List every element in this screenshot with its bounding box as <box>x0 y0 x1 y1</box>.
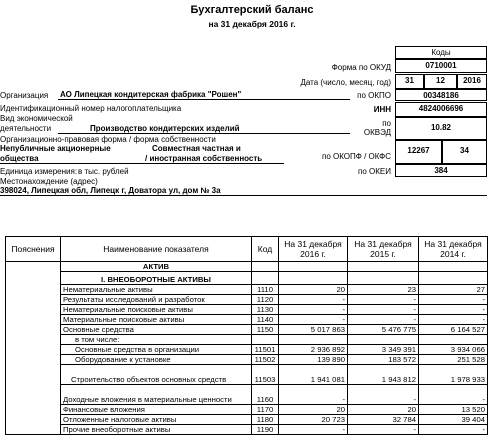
table-row <box>6 345 488 355</box>
ownership-form-2: / иностранная собственность <box>145 154 263 163</box>
date-month: 12 <box>424 74 457 89</box>
address-label: Местонахождение (адрес) <box>0 177 98 186</box>
col-code: Код <box>252 237 279 262</box>
org-name: АО Липецкая кондитерская фабрика "Рошен" <box>60 90 242 99</box>
row-code: 11501 <box>252 345 279 355</box>
row-value-2014: - <box>419 425 488 435</box>
row-value-2015: 3 349 391 <box>348 345 419 355</box>
inn-code: 4824006696 <box>395 102 487 117</box>
date-label: Дата (число, месяц, год) <box>300 78 391 87</box>
row-value-2016: - <box>279 425 348 435</box>
table-row <box>6 355 488 365</box>
table-row <box>6 305 488 315</box>
row-name: Результаты исследований и разработок <box>61 295 252 305</box>
row-code: 1140 <box>252 315 279 325</box>
row-value-2014: - <box>419 305 488 315</box>
org-label: Организация <box>0 91 49 100</box>
col-2014: На 31 декабря 2014 г. <box>419 237 488 262</box>
unit-value: в тыс. рублей <box>78 167 129 176</box>
col-name: Наименование показателя <box>61 237 252 262</box>
row-name: Доходные вложения в материальные ценности <box>61 385 252 405</box>
row-value-2014: 13 520 <box>419 405 488 415</box>
row-code: 1150 <box>252 325 279 335</box>
okud-code: 0710001 <box>395 59 487 73</box>
row-value-2014: 27 <box>419 285 488 295</box>
table-row <box>6 285 488 295</box>
table-row <box>6 325 488 335</box>
okud-label: Форма по ОКУД <box>331 63 391 72</box>
row-code: 1190 <box>252 425 279 435</box>
row-name: Основные средства в организации <box>61 345 252 355</box>
row-value-2016: 20 <box>279 405 348 415</box>
balance-table <box>5 236 488 435</box>
row-value-2016: 139 890 <box>279 355 348 365</box>
table-row <box>6 405 488 415</box>
row-code: 1180 <box>252 415 279 425</box>
row-code: 11503 <box>252 365 279 385</box>
row-code: 1120 <box>252 295 279 305</box>
unit-label: Единица измерения: <box>0 167 78 176</box>
row-value-2016: - <box>279 305 348 315</box>
row-value-2015 <box>348 335 419 345</box>
row-value-2016: 2 936 892 <box>279 345 348 355</box>
codes-header: Коды <box>395 46 487 59</box>
row-value-2014: 251 528 <box>419 355 488 365</box>
table-row <box>6 385 488 405</box>
row-value-2014: 6 164 527 <box>419 325 488 335</box>
report-date: на 31 декабря 2016 г. <box>208 19 296 29</box>
row-value-2014 <box>419 335 488 345</box>
okpo-label: по ОКПО <box>357 91 391 100</box>
row-value-2014: 39 404 <box>419 415 488 425</box>
row-value-2014: - <box>419 315 488 325</box>
row-value-2015: - <box>348 425 419 435</box>
row-value-2016: - <box>279 385 348 405</box>
row-value-2014: 3 934 066 <box>419 345 488 355</box>
legal-form-1: Непубличные акционерные <box>0 144 111 153</box>
row-code: 1160 <box>252 385 279 405</box>
row-value-2015: 183 572 <box>348 355 419 365</box>
row-value-2015: 1 943 812 <box>348 365 419 385</box>
row-value-2014: - <box>419 385 488 405</box>
row-name: Финансовые вложения <box>61 405 252 415</box>
table-row <box>6 315 488 325</box>
col-2015: На 31 декабря 2015 г. <box>348 237 419 262</box>
row-value-2014: - <box>419 295 488 305</box>
okei-label: по ОКЕИ <box>358 167 391 176</box>
col-notes: Пояснения <box>6 237 61 262</box>
okpo-code: 00348186 <box>395 89 487 101</box>
form-label: Организационно-правовая форма / форма собственности <box>0 135 216 144</box>
row-code: 1170 <box>252 405 279 415</box>
row-value-2016: 1 941 081 <box>279 365 348 385</box>
table-row <box>6 365 488 385</box>
row-code: 1110 <box>252 285 279 295</box>
legal-form-2: общества <box>0 154 39 163</box>
section-noncurrent: I. ВНЕОБОРОТНЫЕ АКТИВЫ <box>61 272 252 285</box>
row-value-2015: 32 784 <box>348 415 419 425</box>
row-code: 1130 <box>252 305 279 315</box>
activity-label-1: Вид экономической <box>0 114 73 123</box>
row-value-2015: 5 476 775 <box>348 325 419 335</box>
row-value-2014: 1 978 933 <box>419 365 488 385</box>
date-year: 2016 <box>457 74 487 89</box>
okopf-code: 12267 <box>395 140 442 164</box>
table-row <box>6 425 488 435</box>
row-name: Отложенные налоговые активы <box>61 415 252 425</box>
row-value-2016: 20 723 <box>279 415 348 425</box>
row-value-2015: 23 <box>348 285 419 295</box>
row-value-2015: - <box>348 305 419 315</box>
row-name: Строительство объектов основных средств <box>61 365 252 385</box>
row-value-2015: - <box>348 315 419 325</box>
okfs-code: 34 <box>442 140 487 164</box>
row-code: 11502 <box>252 355 279 365</box>
row-name: Материальные поисковые активы <box>61 315 252 325</box>
okei-code: 384 <box>395 164 487 177</box>
row-value-2016: - <box>279 295 348 305</box>
section-assets: АКТИВ <box>61 262 252 272</box>
okved-label-1: по <box>382 119 391 128</box>
activity-label-2: деятельности <box>0 124 52 133</box>
row-value-2015: - <box>348 385 419 405</box>
row-name: в том числе: <box>61 335 252 345</box>
row-name: Нематериальные поисковые активы <box>61 305 252 315</box>
row-name: Основные средства <box>61 325 252 335</box>
okved-code: 10.82 <box>395 117 487 140</box>
row-code <box>252 335 279 345</box>
notes-cell <box>6 262 61 435</box>
table-row <box>6 415 488 425</box>
inn-code-label: ИНН <box>373 105 391 114</box>
row-name: Нематериальные активы <box>61 285 252 295</box>
activity-value: Производство кондитерских изделий <box>90 124 240 133</box>
document-title: Бухгалтерский баланс <box>190 4 314 16</box>
row-value-2016: 5 017 863 <box>279 325 348 335</box>
okopf-label: по ОКОПФ / ОКФС <box>322 152 391 161</box>
row-value-2016: 20 <box>279 285 348 295</box>
ownership-form-1: Совместная частная и <box>152 144 241 153</box>
okved-label-2: ОКВЭД <box>363 128 391 137</box>
row-name: Прочие внеоборотные активы <box>61 425 252 435</box>
row-value-2016: - <box>279 315 348 325</box>
table-row <box>6 335 488 345</box>
address-value: 398024, Липецкая обл, Липецк г, Доватора ул, дом № 3а <box>0 186 221 195</box>
date-day: 31 <box>395 74 424 89</box>
inn-full-label: Идентификационный номер налогоплательщика <box>0 104 182 113</box>
table-row <box>6 295 488 305</box>
row-name: Оборудование к установке <box>61 355 252 365</box>
col-2016: На 31 декабря 2016 г. <box>279 237 348 262</box>
row-value-2015: 20 <box>348 405 419 415</box>
row-value-2016 <box>279 335 348 345</box>
row-value-2015: - <box>348 295 419 305</box>
